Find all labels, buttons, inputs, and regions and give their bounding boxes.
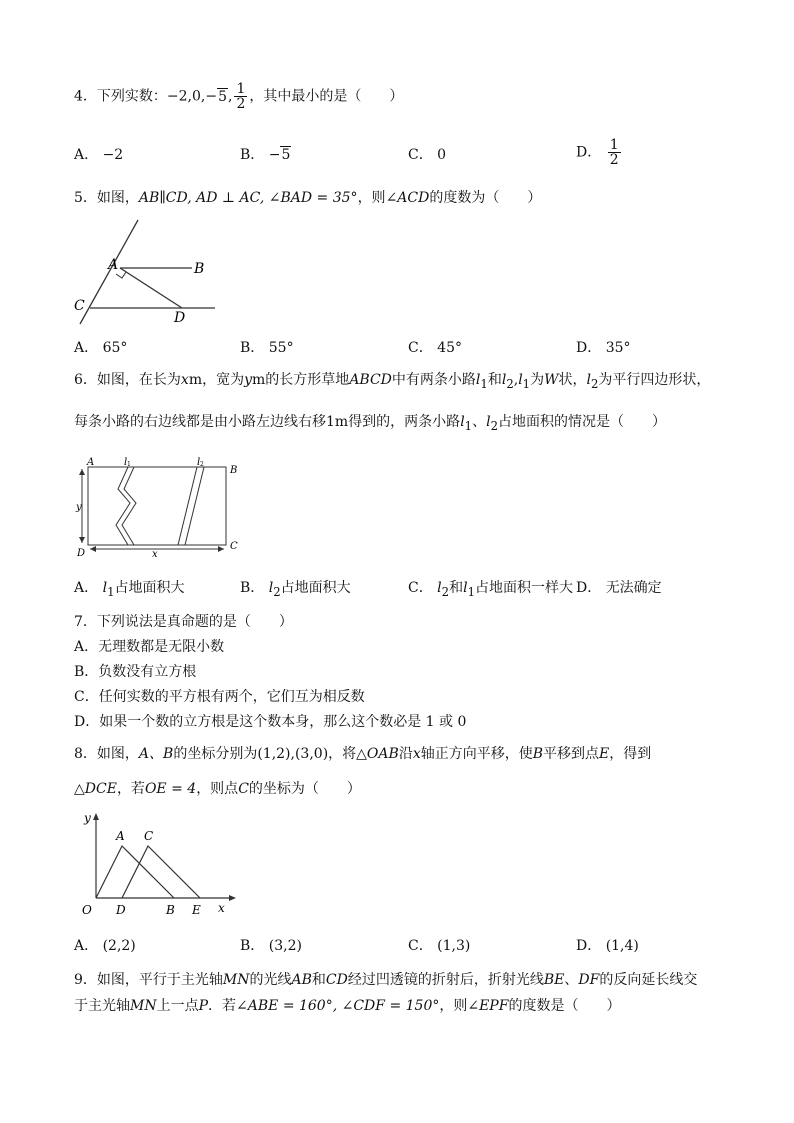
q6-figure <box>72 455 247 565</box>
q8-option-a[interactable]: A． (2,2) <box>74 938 136 954</box>
svg-text:B: B <box>230 465 238 476</box>
q6-option-b[interactable]: B． $l_2$占地面积大 <box>240 580 351 599</box>
q4-option-a[interactable]: A． −2 <box>74 147 124 163</box>
svg-text:l: l <box>197 457 201 468</box>
q7-option-c[interactable]: C．任何实数的平方根有两个，它们互为相反数 <box>74 689 365 705</box>
svg-text:D: D <box>77 548 86 559</box>
svg-text:x: x <box>152 549 158 560</box>
q7-option-d[interactable]: D．如果一个数的立方根是这个数本身，那么这个数必是 1 或 0 <box>74 714 467 730</box>
svg-text:O: O <box>82 903 92 917</box>
q8-figure <box>78 810 243 920</box>
svg-text:A: A <box>108 257 119 273</box>
svg-text:C: C <box>144 829 154 843</box>
q9-stem-line1: 9．如图，平行于主光轴MN的光线AB和CD经过凹透镜的折射后，折射光线BE、DF的反向延长线交 <box>74 972 698 988</box>
q7-option-a[interactable]: A．无理数都是无限小数 <box>74 639 225 655</box>
svg-text:D: D <box>174 310 186 326</box>
svg-text:B: B <box>194 261 205 277</box>
svg-text:x: x <box>218 901 225 915</box>
svg-text:A: A <box>87 457 95 468</box>
q5-option-a[interactable]: A． 65° <box>74 340 128 356</box>
svg-text:1: 1 <box>127 461 131 468</box>
q4-option-d[interactable]: D． $\frac{1}{2}$ <box>576 137 619 168</box>
svg-text:B: B <box>166 903 175 917</box>
q5-option-b[interactable]: B． 55° <box>240 340 294 356</box>
q8-option-c[interactable]: C． (1,3) <box>408 938 471 954</box>
q4-stem: 4．下列实数：−2,0,−5, $\frac{1}{2}$ ，其中最小的是（ ） <box>74 81 404 112</box>
svg-text:2: 2 <box>200 461 204 468</box>
q5-stem: 5．如图，AB∥CD, AD ⊥ AC, ∠BAD = 35°，则∠ACD的度数为（ ） <box>74 190 542 206</box>
q6-option-d[interactable]: D． 无法确定 <box>576 580 662 596</box>
svg-text:l: l <box>124 457 128 468</box>
q5-option-c[interactable]: C． 45° <box>408 340 462 356</box>
q8-stem-line2: △DCE，若OE = 4，则点C的坐标为（ ） <box>74 781 361 797</box>
svg-text:C: C <box>74 298 85 314</box>
svg-text:y: y <box>76 502 82 513</box>
svg-text:E: E <box>192 903 201 917</box>
q7-stem: 7．下列说法是真命题的是（ ） <box>74 614 293 630</box>
q4-fraction: $\frac{1}{2}$ <box>236 81 246 112</box>
svg-text:A: A <box>116 829 125 843</box>
q4-option-c[interactable]: C． 0 <box>408 147 447 163</box>
svg-text:D: D <box>116 903 126 917</box>
q6-option-c[interactable]: C． $l_2$和$l_1$占地面积一样大 <box>408 580 573 599</box>
q8-stem-line1: 8．如图，A、B的坐标分别为(1,2),(3,0)，将△OAB沿x轴正方向平移，使B平移到点E，得到 <box>74 746 652 762</box>
q8-option-b[interactable]: B． (3,2) <box>240 938 302 954</box>
q4-option-b[interactable]: B． −5 <box>240 147 291 163</box>
q5-option-d[interactable]: D． 35° <box>576 340 631 356</box>
svg-text:y: y <box>84 811 91 825</box>
q7-option-b[interactable]: B．负数没有立方根 <box>74 664 197 680</box>
svg-text:C: C <box>230 541 238 552</box>
q5-figure <box>70 218 230 328</box>
q6-stem-line1: 6．如图，在长为xm，宽为ym的长方形草地ABCD中有两条小路$l_1$和$l_2,l_1$为W状，$l_2$为平行四边形状， <box>74 372 711 391</box>
q8-option-d[interactable]: D． (1,4) <box>576 938 639 954</box>
q6-option-a[interactable]: A． $l_1$占地面积大 <box>74 580 185 599</box>
q9-stem-line2: 于主光轴MN上一点P．若∠ABE = 160°, ∠CDF = 150°，则∠EPF的度数是（ ） <box>74 998 621 1014</box>
q6-stem-line2: 每条小路的右边线都是由小路左边线右移1m得到的，两条小路$l_1$、$l_2$占地面积的情况是（ ） <box>74 414 666 433</box>
